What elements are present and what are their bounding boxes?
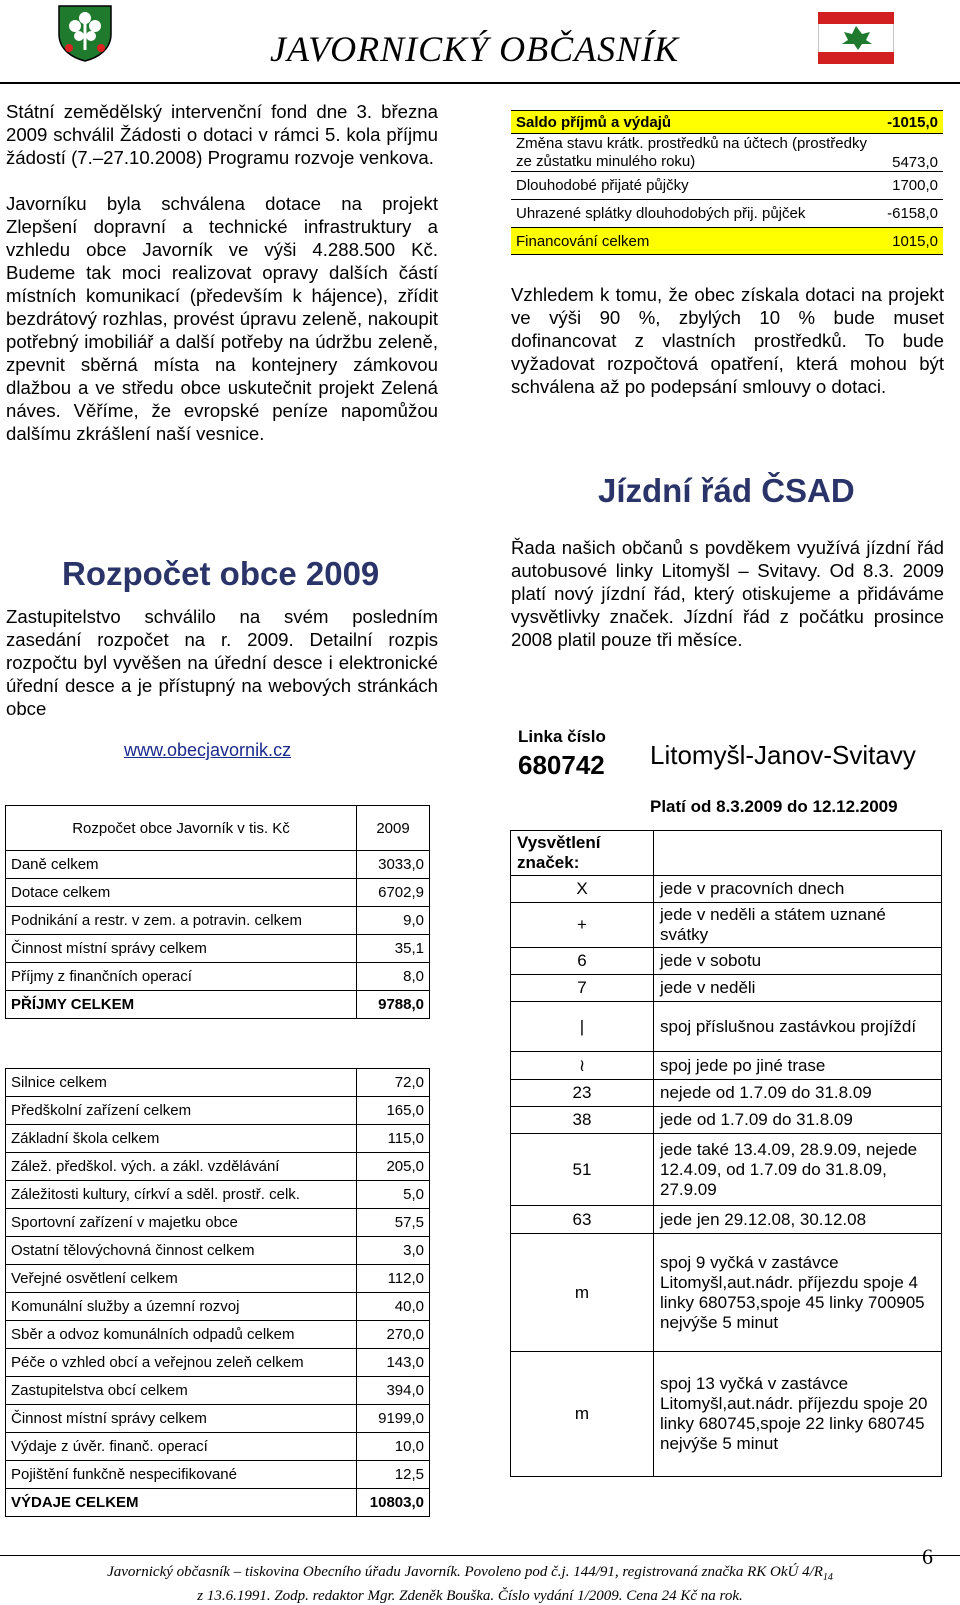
row-value: 112,0 xyxy=(357,1265,430,1293)
legend-title: Vysvětlení značek: xyxy=(511,831,654,876)
row-label: Činnost místní správy celkem xyxy=(6,1405,357,1433)
legend-symbol: 7 xyxy=(511,975,654,1002)
legend-symbol: m xyxy=(511,1234,654,1352)
footer-line-1 xyxy=(60,1563,880,1587)
table-row xyxy=(6,1181,430,1209)
legend-row xyxy=(511,948,942,975)
row-label: Péče o vzhled obcí a veřejnou zeleň celkem xyxy=(6,1349,357,1377)
row-label: Saldo příjmů a výdajů xyxy=(511,111,882,134)
municipal-crest-icon xyxy=(55,4,115,62)
table-row xyxy=(6,1209,430,1237)
row-value: 40,0 xyxy=(357,1293,430,1321)
row-label: Předškolní zařízení celkem xyxy=(6,1097,357,1125)
legend-row xyxy=(511,903,942,948)
table-header-year: 2009 xyxy=(357,806,430,851)
row-label: Dotace celkem xyxy=(6,879,357,907)
table-row xyxy=(6,1461,430,1489)
table-row xyxy=(6,907,430,935)
table-row xyxy=(6,1293,430,1321)
legend-empty xyxy=(654,831,942,876)
legend-desc: jede v sobotu xyxy=(654,948,942,975)
row-value: 57,5 xyxy=(357,1209,430,1237)
table-row xyxy=(6,1153,430,1181)
row-value: 1015,0 xyxy=(882,228,943,255)
legend-row xyxy=(511,1234,942,1352)
table-header-row xyxy=(6,806,430,851)
row-value: 8,0 xyxy=(357,963,430,991)
legend-desc: jede také 13.4.09, 28.9.09, nejede 12.4.09, od 1.7.09 do 31.8.09, 27.9.09 xyxy=(654,1134,942,1206)
row-label: Sportovní zařízení v majetku obce xyxy=(6,1209,357,1237)
paragraph: Javorníku byla schválena dotace na projekt Zlepšení dopravní a technické infrastruktury a vzhledu obce Javorník ve výši 4.288.500 Kč. Budeme tak moci realizovat opravy dalších částí místních komunikací (především k hájence), zřídit bezdrátový rozhlas, provést úpravu zeleně, nakoupit potřebný imobiliář a další potřeby na údržbu zeleně, zpevnit sběrná místa na kontejnery zámkovou dlažbou a ve středu obce uskutečnit projekt Zelená náves. Věříme, že evropské peníze napomůžou dalšímu zkrášlení naší vesnice. xyxy=(6,193,438,444)
row-value: 165,0 xyxy=(357,1097,430,1125)
table-header-label: Rozpočet obce Javorník v tis. Kč xyxy=(6,806,357,851)
saldo-row xyxy=(511,111,943,134)
table-row xyxy=(6,1265,430,1293)
table-row xyxy=(6,851,430,879)
row-label: Změna stavu krátk. prostředků na účtech (prostředky ze zůstatku minulého roku) xyxy=(511,134,882,172)
row-label: Silnice celkem xyxy=(6,1069,357,1097)
legend-desc: jede v pracovních dnech xyxy=(654,876,942,903)
linka-number: 680742 xyxy=(518,750,605,780)
row-label: Ostatní tělovýchovná činnost celkem xyxy=(6,1237,357,1265)
row-label: Výdaje z úvěr. finanč. operací xyxy=(6,1433,357,1461)
row-label: PŘÍJMY CELKEM xyxy=(6,991,357,1019)
legend-desc: spoj 13 vyčká v zastávce Litomyšl,aut.nádr. příjezdu spoje 20 linky 680745,spoje 22 linky 680745 nejvýše 5 minut xyxy=(654,1352,942,1477)
footer-line-2: z 13.6.1991. Zodp. redaktor Mgr. Zdeněk Bouška. Číslo vydání 1/2009. Cena 24 Kč na rok. xyxy=(197,1588,743,1604)
row-label: Základní škola celkem xyxy=(6,1125,357,1153)
linka-label: Linka číslo xyxy=(518,727,606,746)
saldo-row xyxy=(511,200,943,228)
row-value: 1700,0 xyxy=(882,172,943,200)
row-value: -1015,0 xyxy=(882,111,943,134)
row-value: 9,0 xyxy=(357,907,430,935)
legend-desc: spoj příslušnou zastávkou projíždí xyxy=(654,1002,942,1052)
legend-symbol: | xyxy=(511,1002,654,1052)
legend-desc: jede v neděli xyxy=(654,975,942,1002)
page-number: 6 xyxy=(922,1544,933,1569)
row-label: Daně celkem xyxy=(6,851,357,879)
row-value: 270,0 xyxy=(357,1321,430,1349)
legend-symbol: 63 xyxy=(511,1206,654,1234)
row-label: Uhrazené splátky dlouhodobých přij. půjček xyxy=(511,200,882,228)
table-row xyxy=(6,1097,430,1125)
legend-row xyxy=(511,1134,942,1206)
legend-table xyxy=(510,830,942,1477)
row-label: Veřejné osvětlení celkem xyxy=(6,1265,357,1293)
legend-desc: jede od 1.7.09 do 31.8.09 xyxy=(654,1107,942,1134)
row-value: 3033,0 xyxy=(357,851,430,879)
row-label: VÝDAJE CELKEM xyxy=(6,1489,357,1517)
row-value: 5473,0 xyxy=(882,134,943,172)
article-dotace xyxy=(6,100,438,445)
legend-row xyxy=(511,876,942,903)
legend-symbol: 51 xyxy=(511,1134,654,1206)
legend-row xyxy=(511,1052,942,1080)
row-value: 115,0 xyxy=(357,1125,430,1153)
legend-symbol: m xyxy=(511,1352,654,1477)
table-row xyxy=(6,1069,430,1097)
row-value: 72,0 xyxy=(357,1069,430,1097)
table-row xyxy=(6,1321,430,1349)
legend-desc: nejede od 1.7.09 do 31.8.09 xyxy=(654,1080,942,1107)
row-label: Zálež. předškol. vých. a zákl. vzdělávání xyxy=(6,1153,357,1181)
table-row xyxy=(6,1405,430,1433)
website-link[interactable]: www.obecjavornik.cz xyxy=(124,740,292,760)
dofinancovani-text: Vzhledem k tomu, že obec získala dotaci na projekt ve výši 90 %, zbylých 10 % bude muset dofinancovat z vlastních prostředků. To bude vyžadovat rozpočtová opatření, která mohou být schválena až po podepsání smlouvy o dotaci. xyxy=(511,284,944,397)
legend-title-row xyxy=(511,831,942,876)
footer xyxy=(60,1563,880,1605)
row-label: Záležitosti kultury, církví a sděl. prostř. celk. xyxy=(6,1181,357,1209)
table-row xyxy=(6,1433,430,1461)
row-label: Podnikání a restr. v zem. a potravin. celkem xyxy=(6,907,357,935)
row-value: -6158,0 xyxy=(882,200,943,228)
row-label: Pojištění funkčně nespecifikované xyxy=(6,1461,357,1489)
footer-subscript: 14 xyxy=(822,1572,833,1583)
table-row xyxy=(6,935,430,963)
legend-row xyxy=(511,1080,942,1107)
table-row xyxy=(6,1377,430,1405)
row-value: 35,1 xyxy=(357,935,430,963)
jizdni-rad-heading: Jízdní řád ČSAD xyxy=(598,472,855,509)
row-value: 9788,0 xyxy=(357,991,430,1019)
header-rule xyxy=(0,82,960,84)
row-label: Dlouhodobé přijaté půjčky xyxy=(511,172,882,200)
legend-desc: jede v neděli a státem uznané svátky xyxy=(654,903,942,948)
valid-period: Platí od 8.3.2009 do 12.12.2009 xyxy=(650,797,898,816)
income-total-row xyxy=(6,991,430,1019)
legend-symbol: + xyxy=(511,903,654,948)
table-row xyxy=(6,1237,430,1265)
municipal-flag-icon xyxy=(818,12,894,64)
saldo-row xyxy=(511,172,943,200)
legend-row xyxy=(511,1206,942,1234)
legend-row xyxy=(511,1002,942,1052)
row-value: 10803,0 xyxy=(357,1489,430,1517)
row-value: 10,0 xyxy=(357,1433,430,1461)
table-row xyxy=(6,1349,430,1377)
legend-desc: spoj 9 vyčká v zastávce Litomyšl,aut.nádr. příjezdu spoje 4 linky 680753,spoje 45 linky 700905 nejvýše 5 minut xyxy=(654,1234,942,1352)
legend-symbol: X xyxy=(511,876,654,903)
route-name: Litomyšl-Janov-Svitavy xyxy=(650,740,916,770)
row-label: Komunální služby a územní rozvoj xyxy=(6,1293,357,1321)
legend-symbol: 6 xyxy=(511,948,654,975)
row-value: 12,5 xyxy=(357,1461,430,1489)
expenses-total-row xyxy=(6,1489,430,1517)
row-value: 9199,0 xyxy=(357,1405,430,1433)
footer-text: Javornický občasník – tiskovina Obecního úřadu Javorník. Povoleno pod č.j. 144/91, registrovaná značka RK OkÚ 4/R xyxy=(107,1564,823,1580)
row-label: Financování celkem xyxy=(511,228,882,255)
row-label: Příjmy z finančních operací xyxy=(6,963,357,991)
saldo-table xyxy=(511,110,943,255)
row-value: 394,0 xyxy=(357,1377,430,1405)
table-row xyxy=(6,963,430,991)
row-label: Činnost místní správy celkem xyxy=(6,935,357,963)
row-value: 5,0 xyxy=(357,1181,430,1209)
legend-desc: spoj jede po jiné trase xyxy=(654,1052,942,1080)
legend-symbol: 38 xyxy=(511,1107,654,1134)
paragraph: Státní zemědělský intervenční fond dne 3. března 2009 schválil Žádosti o dotaci v rámci 5. kola příjmu žádostí (7.–27.10.2008) Programu rozvoje venkova. xyxy=(6,101,438,168)
legend-desc: jede jen 29.12.08, 30.12.08 xyxy=(654,1206,942,1234)
budget-income-table xyxy=(5,805,430,1019)
legend-row xyxy=(511,1352,942,1477)
saldo-row xyxy=(511,134,943,172)
table-row xyxy=(6,1125,430,1153)
masthead-title: JAVORNICKÝ OBČASNÍK xyxy=(270,29,680,69)
saldo-row xyxy=(511,228,943,255)
budget-heading: Rozpočet obce 2009 xyxy=(62,555,380,592)
legend-row xyxy=(511,975,942,1002)
legend-symbol: ≀ xyxy=(511,1052,654,1080)
footer-rule xyxy=(0,1555,960,1556)
jizdni-rad-text: Řada našich občanů s povděkem využívá jízdní řád autobusové linky Litomyšl – Svitavy. Od 8.3. 2009 platí nový jízdní řád, který otiskujeme a přidáváme vysvětlivky značek. Jízdní řád z počátku prosince 2008 platil pouze tři měsíce. xyxy=(511,537,944,650)
legend-row xyxy=(511,1107,942,1134)
budget-expense-table xyxy=(5,1068,430,1517)
row-value: 205,0 xyxy=(357,1153,430,1181)
budget-text: Zastupitelstvo schválilo na svém posledním zasedání rozpočet na r. 2009. Detailní rozpis rozpočtu byl vyvěšen na úřední desce i elektronické úřední desce a je přístupný na webových stránkách obce xyxy=(6,606,438,719)
row-label: Zastupitelstva obcí celkem xyxy=(6,1377,357,1405)
table-row xyxy=(6,879,430,907)
legend-symbol: 23 xyxy=(511,1080,654,1107)
row-value: 143,0 xyxy=(357,1349,430,1377)
row-value: 6702,9 xyxy=(357,879,430,907)
row-value: 3,0 xyxy=(357,1237,430,1265)
row-label: Sběr a odvoz komunálních odpadů celkem xyxy=(6,1321,357,1349)
